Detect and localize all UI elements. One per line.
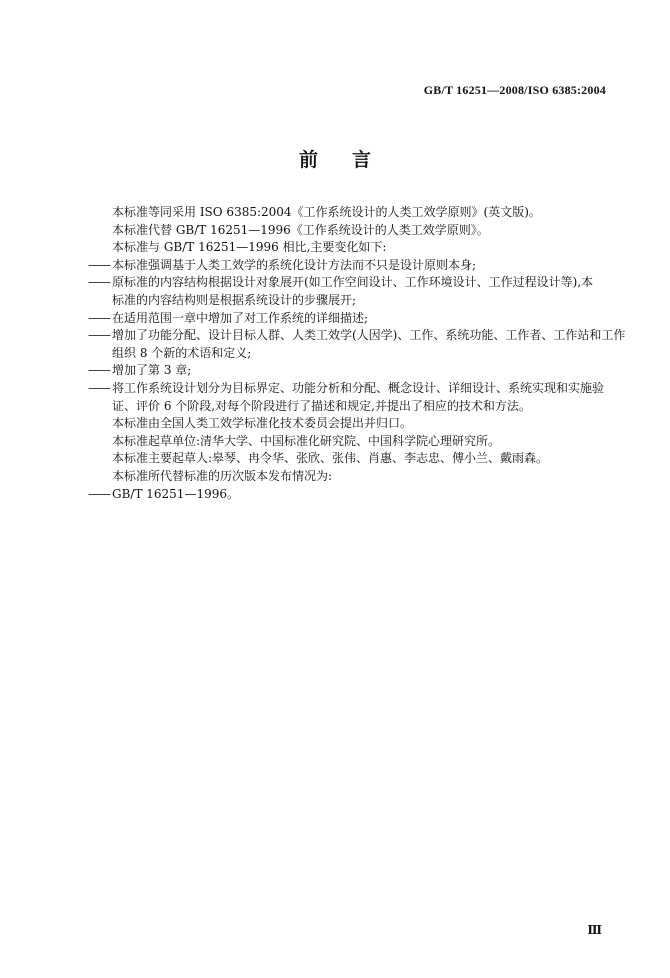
list-item-text: 在适用范围一章中增加了对工作系统的详细描述; xyxy=(112,310,369,325)
list-item-text: 原标准的内容结构根据设计对象展开(如工作空间设计、工作环境设计、工作过程设计等),本 xyxy=(112,275,594,290)
list-item xyxy=(88,380,608,398)
paragraph-line: 本标准起草单位:清华大学、中国标准化研究院、中国科学院心理研究所。 xyxy=(112,433,501,448)
paragraph-line: 本标准与 GB/T 16251—1996 相比,主要变化如下: xyxy=(112,240,387,255)
list-item-continuation: 标准的内容结构则是根据系统设计的步骤展开; xyxy=(112,292,357,307)
page-title: 前言 xyxy=(298,149,405,171)
paragraph-line: 本标准代替 GB/T 16251—1996《工作系统设计的人类工效学原则》。 xyxy=(112,222,489,237)
list-item xyxy=(88,274,608,292)
list-item xyxy=(88,257,608,275)
page-number: Ⅲ xyxy=(587,923,602,937)
paragraph-line: 本标准由全国人类工效学标准化技术委员会提出并归口。 xyxy=(112,416,413,431)
list-item-text: 将工作系统设计划分为目标界定、功能分析和分配、概念设计、详细设计、系统实现和实施验 xyxy=(112,380,605,395)
dash-marker: —— xyxy=(88,328,110,343)
list-item xyxy=(88,362,608,380)
list-item-continuation: 组织 8 个新的术语和定义; xyxy=(112,345,252,360)
paragraph-line: 本标准主要起草人:皋琴、冉令华、张欣、张伟、肖惠、李志忠、傅小兰、戴雨森。 xyxy=(112,451,549,466)
list-item-text: GB/T 16251—1996。 xyxy=(112,486,239,501)
list-item-text: 本标准强调基于人类工效学的系统化设计方法而不只是设计原则本身; xyxy=(112,257,477,272)
paragraph-line: 本标准所代替标准的历次版本发布情况为: xyxy=(112,468,333,483)
list-item-text: 增加了功能分配、设计目标人群、人类工效学(人因学)、工作、系统功能、工作者、工作站和工作 xyxy=(112,328,626,343)
list-item-continuation: 证、评价 6 个阶段,对每个阶段进行了描述和规定,并提出了相应的技术和方法。 xyxy=(112,398,531,413)
dash-marker: —— xyxy=(88,275,110,290)
paragraph-line: 本标准等同采用 ISO 6385:2004《工作系统设计的人类工效学原则》(英文版)。 xyxy=(112,205,541,219)
dash-marker: —— xyxy=(88,486,110,501)
dash-marker: —— xyxy=(88,257,110,272)
list-item xyxy=(88,310,608,328)
list-item xyxy=(88,327,626,345)
standard-code: GB/T 16251—2008/ISO 6385:2004 xyxy=(423,83,606,97)
list-item xyxy=(88,486,608,504)
dash-marker: —— xyxy=(88,363,110,378)
dash-marker: —— xyxy=(88,310,110,325)
dash-marker: —— xyxy=(88,380,110,395)
foreword-body xyxy=(88,204,626,503)
list-item-text: 增加了第 3 章; xyxy=(112,363,192,378)
